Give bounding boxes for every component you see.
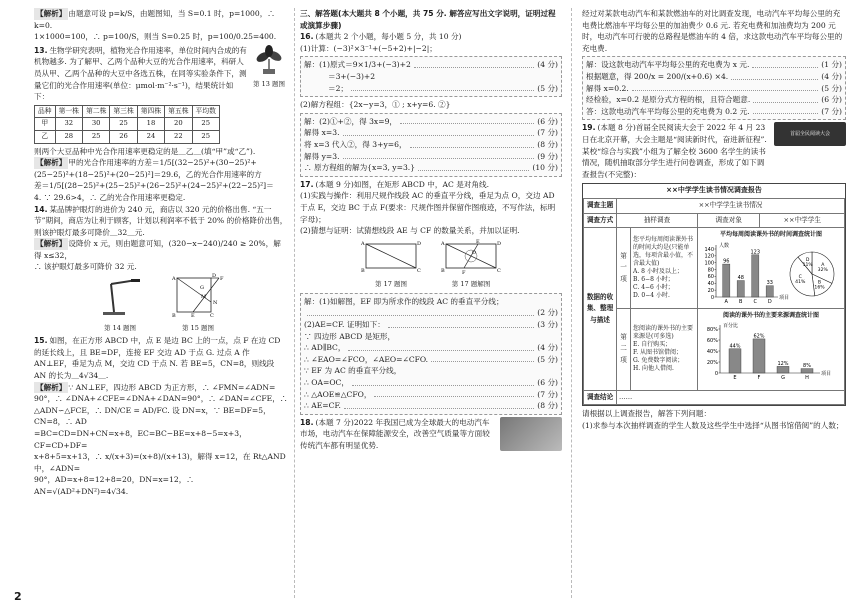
step-points: (8 分) xyxy=(537,139,558,149)
step-points: (6 分) xyxy=(537,378,558,388)
step-points: (4 分) xyxy=(821,71,842,81)
solution-step xyxy=(304,389,558,401)
desk-lamp-diagram xyxy=(97,274,143,318)
svg-text:N: N xyxy=(213,300,218,307)
step-points: (6 分) xyxy=(537,116,558,126)
y-tick-label: 100 xyxy=(704,260,714,267)
step-points: (6 分) xyxy=(821,95,842,105)
row-value: ××中学学生读书情况 xyxy=(617,198,845,213)
row-label: 调查方式 xyxy=(584,213,617,228)
step-points: (3 分) xyxy=(537,320,558,330)
jiexi-tag: 【解析】 xyxy=(36,9,67,18)
pie-slice-percent: 11% xyxy=(802,262,813,268)
step-points: (2 分) xyxy=(537,308,558,318)
q15-figure xyxy=(171,274,225,334)
y-tick-label: 20% xyxy=(706,360,718,367)
q13-text: 生物学研究表明，植物光合作用速率，单位时间内合成的有机物越多. 为了解甲、乙两个品种大豆的光合作用速率，科研人员从甲、乙两个品种的大豆中各选五株，在同等实验条件下，测量它们的光合作用速率(单位：μmol·m⁻²·s⁻¹)，结果统计如下： xyxy=(34,45,247,102)
step-text: 答：这款电动汽车平均每公里的充电费为 0.2 元. xyxy=(586,106,750,116)
item-question xyxy=(631,228,698,309)
table-header-cell: 品种 xyxy=(35,105,56,118)
svg-text:A: A xyxy=(172,276,176,283)
step-points: (8 分) xyxy=(537,401,558,411)
table-cell: 18 xyxy=(137,118,164,131)
column-divider xyxy=(294,8,295,598)
svg-text:A: A xyxy=(361,240,365,247)
solution-step xyxy=(586,106,842,118)
bar-value-label: 33 xyxy=(766,279,773,286)
pie-slice-percent: 32% xyxy=(817,267,828,273)
survey-report xyxy=(582,183,846,406)
table-cell: 25 xyxy=(110,118,137,131)
report-table xyxy=(583,198,845,406)
q13-analysis: 甲的光合作用速率的方差＝1/5[(32−25)²+(30−25)²+ xyxy=(68,158,257,168)
q17-heading: (本题 9 分)如图，在矩形 ABCD 中，AC 是对角线. xyxy=(315,179,489,189)
svg-text:B: B xyxy=(172,313,176,320)
table-header-row xyxy=(35,105,220,118)
x-tick-label: A xyxy=(724,298,728,305)
solution-step xyxy=(304,151,558,163)
q19-text: (本题 8 分)首届全民阅读大会于 2022 年 4 月 23 日在北京开幕，大会主题是“阅读新时代，奋进新征程”. 某校“综合与实践”小组为了解全校 3600 名学生的读书情况，随机抽取部分学生进行问卷调查，形成了如下调查报告(不完整)： xyxy=(582,123,767,179)
svg-text:M: M xyxy=(201,294,207,301)
q19-ask: 请根据以上调查报告，解答下列问题： xyxy=(582,409,712,419)
bar-chart-reading-time xyxy=(700,241,788,307)
step-points: (10 分) xyxy=(532,163,558,173)
q13-number: 13. xyxy=(34,45,48,55)
option-text: A. 8 小时及以上； xyxy=(633,267,683,275)
item-question xyxy=(631,308,698,390)
table-header-cell: 平均数 xyxy=(192,105,219,118)
row-value: …… xyxy=(617,390,845,405)
q12-analysis-2: 1×1000=100，∴ p=100/S，则当 S=0.25 时，p=100/0.25=400. xyxy=(34,32,277,42)
solution-step xyxy=(304,400,558,412)
svg-text:D: D xyxy=(417,240,422,247)
svg-text:E: E xyxy=(191,313,195,320)
row-value: 抽样调查 xyxy=(617,213,698,228)
step-text: 根据题意，得 200/x = 200/(x+0.6) ×4. xyxy=(586,71,729,81)
table-cell: 30 xyxy=(82,118,109,131)
y-tick-label: 0 xyxy=(710,294,714,301)
svg-text:C: C xyxy=(417,267,421,274)
solution-step xyxy=(304,319,558,331)
y-tick-label: 80% xyxy=(706,327,718,334)
table-row xyxy=(584,308,845,390)
y-tick-label: 60% xyxy=(706,338,718,345)
pie-slice-label: C xyxy=(798,274,802,280)
q13-analysis-2: (25−25)²+(18−25)²+(20−25)²]＝29.6，乙的光合作用速率的方 xyxy=(34,169,262,179)
q15-text: 如图，在正方形 ABCD 中，点 E 是边 BC 上的一点，点 F 在边 CD 的延长线上，且 BE=DF，连接 EF 交边 AD 于点 G. 过点 A 作 AN⊥EF，垂足为点 M，交边 CD 于点 N. 若 BE=5，CN=8，则线段 AN 的长为＿4√34＿. xyxy=(34,336,281,381)
bar-value-label: 44% xyxy=(729,343,741,350)
x-tick-label: H xyxy=(805,375,809,382)
step-text: ∴ AD∥BC， xyxy=(304,343,346,353)
step-text: ∴ AE=CF. xyxy=(304,401,341,411)
section-heading: 三、解答题(本大题共 8 个小题，共 75 分. 解答应写出文字说明，证明过程或演算步骤) xyxy=(300,9,556,30)
page-number: 2 xyxy=(14,590,22,603)
solution-step xyxy=(586,94,842,106)
svg-text:F: F xyxy=(462,269,466,276)
q19-ask-1: (1)求参与本次抽样调查的学生人数及这些学生中选择“从图书馆借阅”的人数； xyxy=(582,421,844,431)
question-text: 您平均每周阅读课外书的时间大约是(只能单选，每项含最小值，不含最大值) xyxy=(633,235,694,267)
step-text: 解：(1)如解图，EF 即为所求作的线段 AC 的垂直平分线； xyxy=(304,296,504,306)
q17-answer-figure xyxy=(440,239,502,291)
svg-text:C: C xyxy=(210,313,214,320)
bar-value-label: 8% xyxy=(803,363,811,370)
table-cell: 甲 xyxy=(35,118,56,131)
q18-number: 18. xyxy=(300,417,314,427)
q15-analysis-6: 90°，AD=x+8=12+8=20，DN=x=12，∴ AN=√(AD²+DN²)=4√34. xyxy=(34,475,194,496)
row-label: 数据的收集、整理与描述 xyxy=(584,228,617,391)
y-tick-label: 40% xyxy=(706,349,718,356)
table-header-cell: 第二株 xyxy=(82,105,109,118)
q16-number: 16. xyxy=(300,32,314,42)
q13-figure xyxy=(250,45,288,103)
step-points: (1 分) xyxy=(821,60,842,70)
q15-figure-caption: 第 15 题图 xyxy=(182,323,214,332)
q13-figure-caption: 第 13 题图 xyxy=(253,80,285,89)
q14-analysis: 设降价 x 元，则由题意可知，(320−x−240)/240 ≥ 20%，解得 x≤32， xyxy=(34,239,281,260)
x-tick-label: B xyxy=(739,298,743,305)
option-text: B. 6−8 小时； xyxy=(633,275,674,283)
step-text: 解：(2)①+②，得 3x=9， xyxy=(304,116,397,126)
option-text: H. 向他人借阅. xyxy=(633,365,674,373)
left-column xyxy=(34,8,288,498)
q16-part2: (2)解方程组：{2x−y=3，① ; x+y=6. ②} xyxy=(300,100,451,110)
solution-step xyxy=(304,354,558,366)
q17-figure xyxy=(360,239,422,291)
square-geometry-diagram xyxy=(171,274,225,318)
step-text: ∴ 原方程组的解为{x=3, y=3.} xyxy=(304,163,416,173)
x-tick-label: G xyxy=(781,375,785,382)
q16-solution-2 xyxy=(300,113,562,177)
step-text: ＝3+(−3)+2 xyxy=(328,71,376,81)
q16-part1: (1)计算：(−3)²×3⁻¹+(−5+2)+|−2|； xyxy=(300,43,437,53)
item-label: 第二项 xyxy=(617,308,631,390)
question-text: 您阅读的课外书的主要来源是(可多选) xyxy=(633,325,694,341)
q18-continued: 经过对某款电动汽车和某款燃油车的对比调查发现，电动汽车平均每公里的充电费比燃油车平均每公里的加油费少 0.6 元. 若充电费和加油费均为 200 元时，电动汽车可行驶的总路程是燃油车的 4 倍，求这款电动汽车平均每公里的充电费. xyxy=(582,9,843,53)
y-tick-label: 40 xyxy=(707,280,714,287)
bar-B xyxy=(737,280,744,296)
q12-analysis: 由题意可设 p=k/S，由题图知，当 S=0.1 时，p=1000，∴ k=0. xyxy=(34,9,275,30)
bar-value-label: 48 xyxy=(737,274,744,281)
table-cell: 24 xyxy=(137,130,164,143)
q17-part2: (2)猜想与证明：试猜想线段 AE 与 CF 的数量关系，并加以证明. xyxy=(300,226,520,236)
y-axis-label: 百分比 xyxy=(723,323,739,330)
pie-slice-label: D xyxy=(805,257,810,263)
table-header-cell: 第三株 xyxy=(110,105,137,118)
table-cell: 28 xyxy=(55,130,82,143)
row-value: ××中学学生 xyxy=(760,213,845,228)
step-text: ∵ EF 为 AC 的垂直平分线， xyxy=(304,366,402,376)
svg-text:G: G xyxy=(200,285,204,292)
q17-number: 17. xyxy=(300,179,314,189)
chart-title: 平均每周阅读课外书的时间调查统计图 xyxy=(719,231,822,239)
q13-analysis-3: 差＝1/5[(28−25)²+(25−25)²+(26−25)²+(24−25)²+(22−25)²]＝ xyxy=(34,181,274,191)
chart-2-cell xyxy=(698,308,845,390)
middle-column xyxy=(300,8,562,452)
bar-H xyxy=(801,369,813,373)
q14-analysis-2: ∴ 该护眼灯最多可降价 32 元. xyxy=(34,262,137,272)
bar-D xyxy=(766,285,773,296)
table-cell: 22 xyxy=(165,130,192,143)
table-row xyxy=(35,118,220,131)
table-row xyxy=(584,228,845,309)
y-tick-label: 60 xyxy=(707,273,714,280)
x-axis-label: 项目 xyxy=(779,294,790,301)
svg-text:D: D xyxy=(497,240,502,247)
step-text: ∵ 四边形 ABCD 是矩形， xyxy=(304,331,396,341)
q19-number: 19. xyxy=(582,123,596,133)
table-cell: 乙 xyxy=(35,130,56,143)
solution-step xyxy=(304,139,558,151)
solution-step xyxy=(304,377,558,389)
step-points: (5 分) xyxy=(537,83,558,93)
solution-step xyxy=(304,365,558,377)
electric-car-photo xyxy=(500,417,562,451)
q17-answer-figure-caption: 第 17 题解图 xyxy=(451,280,491,289)
pie-slice-percent: 41% xyxy=(795,279,806,285)
x-tick-label: C xyxy=(753,298,757,305)
q17-part1: (1)实践与操作：利用尺规作线段 AC 的垂直平分线，垂足为点 O，交边 AD 于点 E，交边 BC 于点 F(要求：尺规作图并保留作图痕迹，不写作法，标明字母)； xyxy=(300,191,556,224)
q18-text: (本题 7 分)2022 年我国已成为全球最大的电动汽车市场，电动汽车在保障能源安全，改善空气质量等方面较传统汽车都有明显优势. xyxy=(300,417,490,450)
banner-text: 首届全民阅读大会 xyxy=(789,130,830,137)
row-label: 调查结论 xyxy=(584,390,617,405)
rectangle-diagram xyxy=(360,239,422,275)
table-row xyxy=(584,198,845,213)
row-label: 调查主题 xyxy=(584,198,617,213)
q15-analysis-5: x+8+5=x+13，∴ x/(x+3)=(x+8)/(x+13)，解得 x=12，在 Rt△AND 中，∠ADN= xyxy=(34,452,286,473)
solution-step xyxy=(586,83,842,95)
solution-step xyxy=(586,59,842,71)
q14-number: 14. xyxy=(34,204,48,214)
solution-step xyxy=(304,127,558,139)
table-row xyxy=(584,390,845,405)
solution-step xyxy=(304,296,558,308)
table-cell: 25 xyxy=(82,130,109,143)
q15-analysis-4: =BC=CD=DN+CN=x+8，EC=BC−BE=x+8−5=x+3，CF=CD+DF= xyxy=(34,429,247,450)
q14-figure-caption: 第 14 题图 xyxy=(104,323,136,332)
solution-step xyxy=(304,342,558,354)
step-points: (7 分) xyxy=(537,128,558,138)
bar-G xyxy=(777,367,789,374)
table-cell: 25 xyxy=(192,130,219,143)
step-points: (4 分) xyxy=(537,60,558,70)
step-text: 将 x=3 代入②，得 3+y=6， xyxy=(304,139,407,149)
q14-figure xyxy=(97,274,143,334)
reading-conference-banner xyxy=(774,122,846,146)
solution-step xyxy=(304,162,558,174)
pie-slice-label: A xyxy=(821,262,825,268)
step-points: (5 分) xyxy=(537,354,558,364)
svg-text:D: D xyxy=(212,273,217,280)
option-text: F. 从图书馆借阅； xyxy=(633,349,683,357)
pie-slice-percent: 16% xyxy=(814,285,825,291)
option-text: E. 自行购买； xyxy=(633,341,672,349)
q17-solution xyxy=(300,293,562,415)
table-cell: 20 xyxy=(165,118,192,131)
table-cell: 25 xyxy=(192,118,219,131)
svg-text:F: F xyxy=(220,276,224,283)
q13-table xyxy=(34,105,220,144)
step-text: 解得 x=3. xyxy=(304,128,340,138)
svg-text:C: C xyxy=(497,267,501,274)
y-tick-label: 140 xyxy=(704,246,714,253)
solution-step xyxy=(304,83,558,95)
svg-text:B: B xyxy=(361,267,365,274)
solution-step xyxy=(586,71,842,83)
step-text: ∴ △AOE≌△CFO， xyxy=(304,389,372,399)
bar-F xyxy=(753,339,765,373)
y-axis-label: 人数 xyxy=(719,242,730,249)
svg-text:E: E xyxy=(476,238,480,245)
step-text: 解：设这款电动汽车平均每公里的充电费为 x 元. xyxy=(586,60,750,70)
option-text: D. 0−4 小时. xyxy=(633,291,670,299)
table-cell: 32 xyxy=(55,118,82,131)
x-tick-label: D xyxy=(767,298,772,305)
q13-analysis-4: 4. ∵ 29.6>4，∴ 乙的光合作用速率更稳定. xyxy=(34,192,186,202)
option-text: G. 免费数字阅读； xyxy=(633,357,684,365)
solution-step xyxy=(304,59,558,71)
q14-text: 某品牌护眼灯的进价为 240 元，商店以 320 元的价格出售. “五一节”期间，商店为让利于顾客，计划以利润率不低于 20% 的价格降价出售，则该护眼灯最多可降价＿32＿元. xyxy=(34,204,288,237)
step-text: 解：(1)原式＝9×1/3+(−3)+2 xyxy=(304,60,411,70)
pie-chart-reading-time xyxy=(788,249,836,299)
y-tick-label: 20 xyxy=(707,287,714,294)
y-tick-label: 0 xyxy=(714,371,718,378)
jiexi-tag: 【解析】 xyxy=(36,382,67,392)
step-points: (7 分) xyxy=(821,106,842,116)
bar-chart-book-source xyxy=(700,321,830,383)
step-text: ∴ OA=OC， xyxy=(304,378,349,388)
plant-illustration xyxy=(252,45,286,75)
step-text: 解得 x=0.2. xyxy=(586,83,629,93)
rectangle-bisector-diagram xyxy=(440,239,502,275)
step-text: 解得 y=3. xyxy=(304,151,340,161)
svg-text:A: A xyxy=(441,240,445,247)
jiexi-tag: 【解析】 xyxy=(36,239,67,249)
bar-E xyxy=(729,349,741,373)
table-header-cell: 第四株 xyxy=(137,105,164,118)
chart-title: 阅读的课外书的主要来源调查统计图 xyxy=(722,311,819,319)
step-points: (9 分) xyxy=(537,151,558,161)
step-points: (4 分) xyxy=(537,343,558,353)
x-axis-label: 项目 xyxy=(821,371,832,378)
pie-slice-label: B xyxy=(817,280,822,286)
bar-value-label: 12% xyxy=(777,361,789,368)
report-title: ××中学学生读书情况调查报告 xyxy=(666,186,762,195)
x-tick-label: F xyxy=(757,375,761,382)
table-header-cell: 第五株 xyxy=(165,105,192,118)
bar-value-label: 62% xyxy=(753,333,765,340)
step-points: (7 分) xyxy=(537,389,558,399)
table-header-cell: 第一株 xyxy=(55,105,82,118)
svg-text:B: B xyxy=(441,267,445,274)
solution-step xyxy=(304,331,558,343)
option-text: C. 4−6 小时； xyxy=(633,283,674,291)
q15-number: 15. xyxy=(34,336,48,346)
row-label-inner: 调查对象 xyxy=(698,213,760,228)
table-row xyxy=(584,213,845,228)
table-row xyxy=(35,130,220,143)
q15-analysis: ∵ AN⊥EF，四边形 ABCD 为正方形，∴ ∠FMN=∠ADN= xyxy=(68,382,276,392)
q15-analysis-2: 90°，∴ ∠DNA+∠CFE=∠DNA+∠DAN=90°，∴ ∠DAN=∠CFE，∴ xyxy=(34,394,288,404)
x-tick-label: E xyxy=(733,375,737,382)
item-label: 第一项 xyxy=(617,228,631,309)
solution-step xyxy=(304,307,558,319)
bar-value-label: 96 xyxy=(723,258,730,265)
q16-solution-1 xyxy=(300,56,562,97)
q18-solution xyxy=(582,56,846,120)
q17-figure-caption: 第 17 题图 xyxy=(375,280,407,289)
y-tick-label: 80 xyxy=(707,267,714,274)
step-text: 经检验，x=0.2 是原分式方程的根，且符合题意. xyxy=(586,95,751,105)
step-points: (5 分) xyxy=(821,83,842,93)
chart-1-cell xyxy=(698,228,845,309)
q15-analysis-3: △ADN∽△FCE，∴ DN/CE = AD/FC. 设 DN=x，∵ BE=DF=5，CN=8，∴ AD xyxy=(34,405,271,427)
bar-C xyxy=(752,255,759,297)
step-text: ＝2； xyxy=(328,83,349,93)
bar-A xyxy=(723,264,730,297)
y-tick-label: 120 xyxy=(704,253,714,260)
q13-ask: 则两个大豆品种中光合作用速率更稳定的是＿乙＿(填“甲”或“乙”). xyxy=(34,146,256,156)
jiexi-tag: 【解析】 xyxy=(36,158,67,168)
solution-step xyxy=(304,71,558,83)
q16-heading: (本题共 2 个小题，每小题 5 分，共 10 分) xyxy=(315,32,462,42)
bar-value-label: 123 xyxy=(750,249,761,256)
table-cell: 26 xyxy=(110,130,137,143)
step-text: ∴ ∠EAO=∠FCO，∠AEO=∠CFO. xyxy=(304,354,429,364)
right-column xyxy=(582,8,846,432)
column-divider xyxy=(571,8,572,598)
solution-step xyxy=(304,116,558,128)
step-text: (2)AE=CF. 证明如下： xyxy=(304,320,385,330)
svg-text:O: O xyxy=(472,249,477,256)
